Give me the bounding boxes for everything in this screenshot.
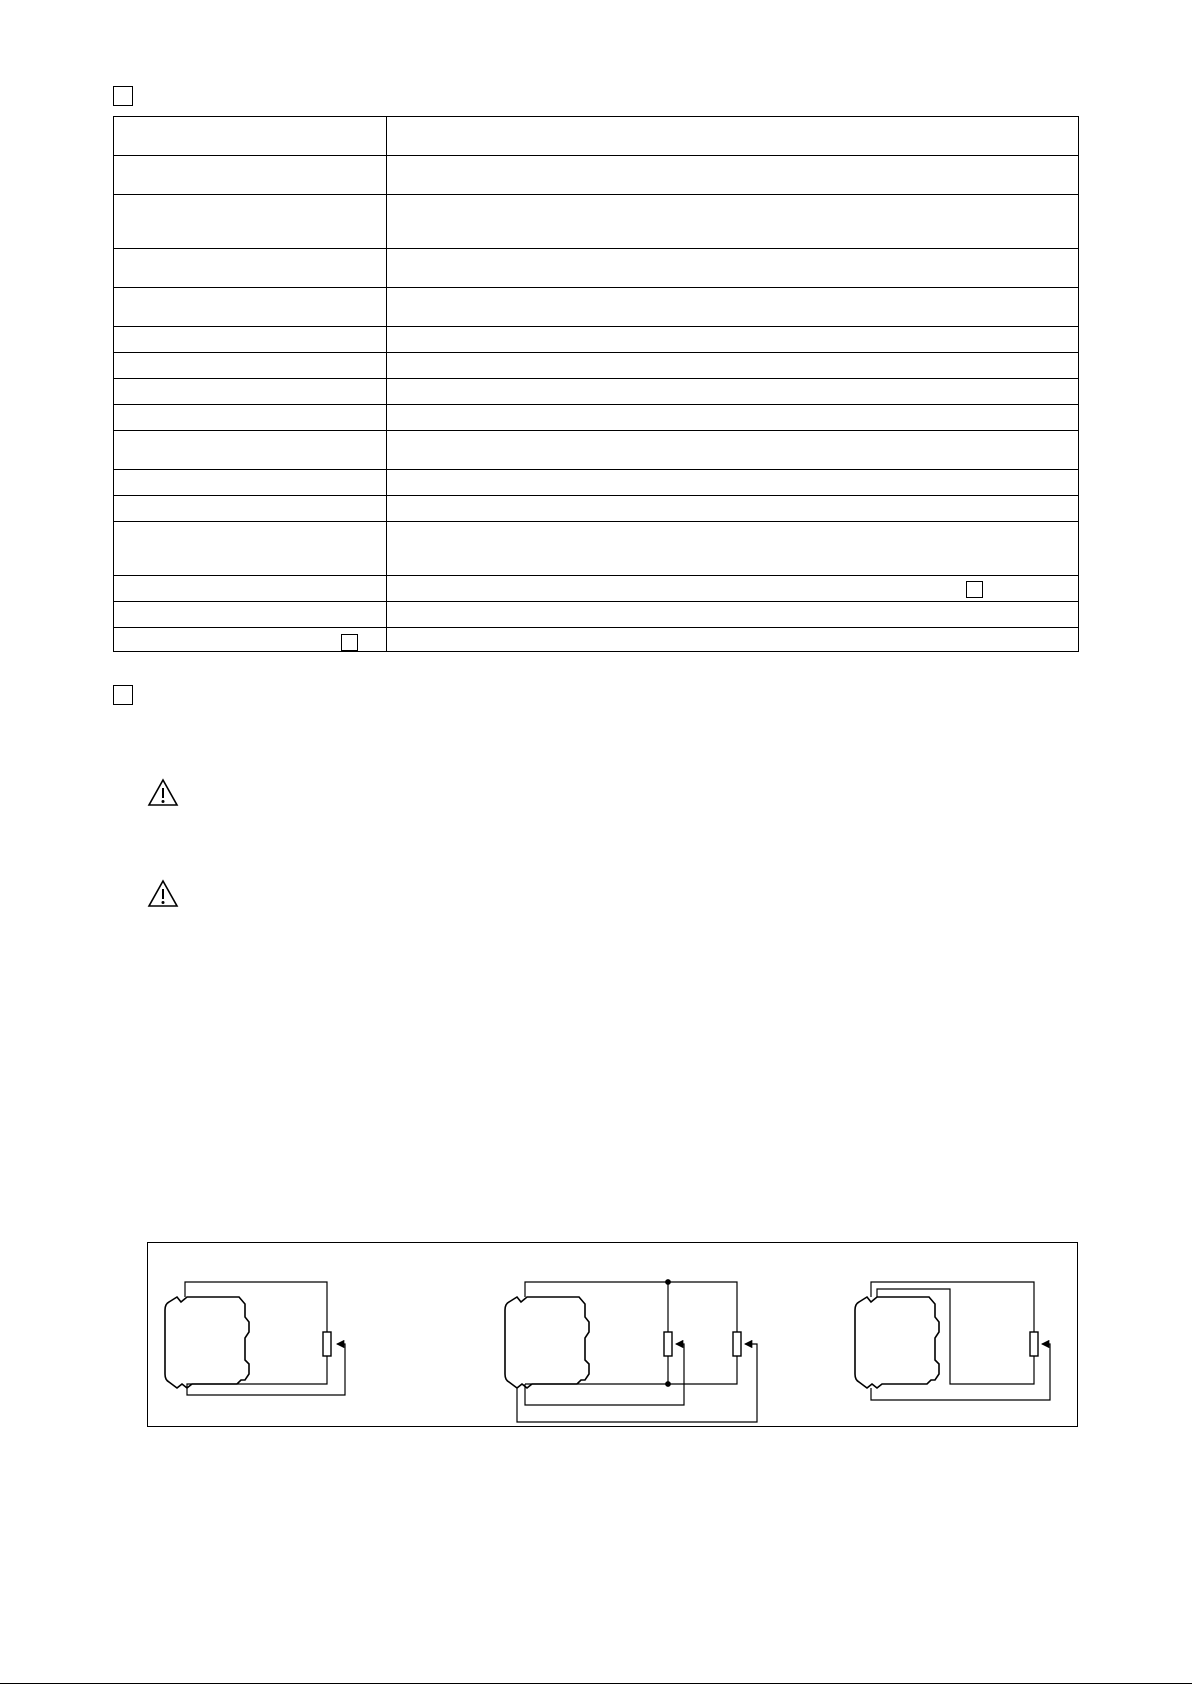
wiper-wire [517,1344,757,1422]
table-row [114,326,1078,327]
table-row [114,287,1078,288]
wiring-diagram [147,1242,1078,1427]
potentiometer-symbol [1030,1332,1038,1356]
table-row [114,495,1078,496]
supply-wire [525,1282,737,1332]
table-row [114,155,1078,156]
potentiometer-symbol [733,1332,741,1356]
table-row [114,352,1078,353]
three-wire-potentiometer-connection [855,1282,1050,1400]
table-row [114,404,1078,405]
potentiometer-symbol [664,1332,672,1356]
table-column-divider [386,117,387,651]
table-cell-marker-box [966,581,983,598]
table-cell-marker-box [341,634,358,651]
section-marker-box [113,86,133,106]
table-row [114,521,1078,522]
parallel-potentiometer-connection [505,1280,757,1422]
table-row [114,430,1078,431]
specification-table [113,116,1079,652]
ground-wire [525,1356,668,1384]
module-outline [165,1297,249,1388]
wiper-wire [871,1344,1050,1400]
table-row [114,469,1078,470]
single-potentiometer-connection [165,1282,345,1395]
table-row [114,248,1078,249]
warning-triangle-icon [147,879,179,908]
section-marker-box [113,685,133,705]
module-outline [855,1297,939,1388]
table-row [114,194,1078,195]
potentiometer-symbol [323,1332,331,1356]
table-row [114,378,1078,379]
page-bottom-rule [0,1683,1192,1684]
module-outline [505,1297,589,1388]
ground-wire [187,1344,345,1395]
table-row [114,627,1078,628]
supply-wire [185,1282,327,1332]
warning-triangle-icon [147,778,179,807]
table-row [114,575,1078,576]
sense-wire [877,1289,1034,1384]
wiper-wire [525,1344,684,1405]
table-row [114,601,1078,602]
